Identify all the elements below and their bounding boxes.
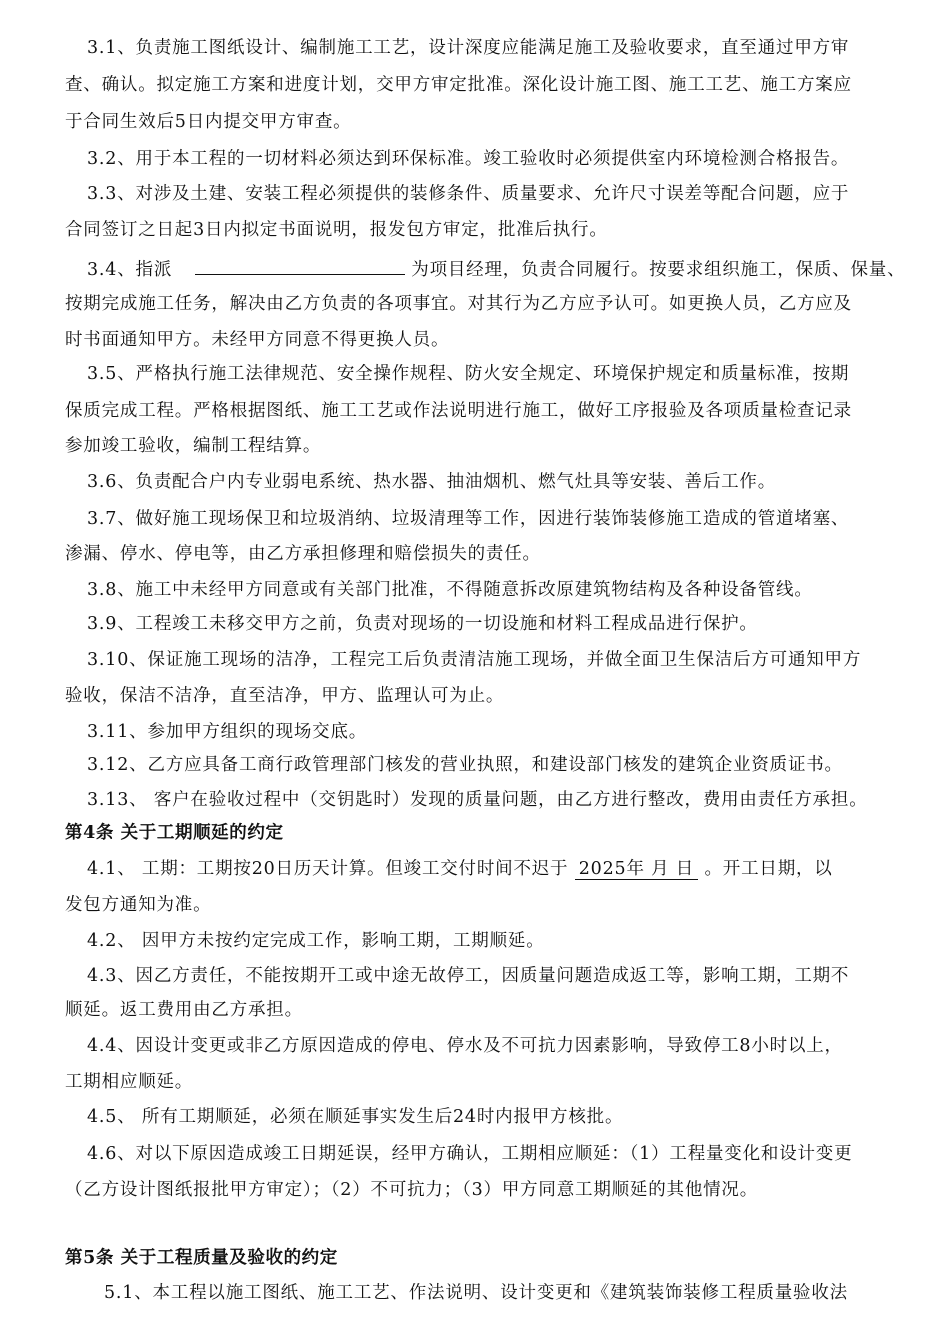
project-manager-blank[interactable] — [195, 252, 405, 275]
clause-3-7-line-1: 3.7、做好施工现场保卫和垃圾消纳、垃圾清理等工作，因进行装饰装修施工造成的管道堵塞、 — [87, 509, 850, 529]
clause-3-11: 3.11、参加甲方组织的现场交底。 — [87, 722, 368, 742]
clause-3-3-line-2: 合同签订之日起3日内拟定书面说明，报发包方审定，批准后执行。 — [65, 220, 608, 240]
section-4-heading: 第4条 关于工期顺延的约定 — [65, 823, 284, 843]
clause-3-4-line-3: 时书面通知甲方。未经甲方同意不得更换人员。 — [65, 330, 450, 350]
clause-4-1-suffix: 。开工日期，以 — [704, 859, 833, 879]
clause-3-12: 3.12、乙方应具备工商行政管理部门核发的营业执照，和建设部门核发的建筑企业资质证书。 — [87, 755, 843, 775]
clause-4-3-line-2: 顺延。返工费用由乙方承担。 — [65, 1000, 303, 1020]
clause-3-1-line-2: 查、确认。拟定施工方案和进度计划，交甲方审定批准。深化设计施工图、施工工艺、施工方案应 — [65, 75, 852, 95]
clause-3-1-line-1: 3.1、负责施工图纸设计、编制施工工艺，设计深度应能满足施工及验收要求，直至通过甲方审 — [87, 38, 850, 58]
clause-3-3-line-1: 3.3、对涉及土建、安装工程必须提供的装修条件、质量要求、允许尺寸误差等配合问题，应于 — [87, 184, 850, 204]
clause-3-8: 3.8、施工中未经甲方同意或有关部门批准，不得随意拆改原建筑物结构及各种设备管线。 — [87, 580, 813, 600]
clause-4-6-line-2: （乙方设计图纸报批甲方审定）；（2）不可抗力；（3）甲方同意工期顺延的其他情况。 — [65, 1180, 759, 1200]
clause-3-7-line-2: 渗漏、停水、停电等，由乙方承担修理和赔偿损失的责任。 — [65, 544, 541, 564]
clause-3-13: 3.13、 客户在验收过程中（交钥匙时）发现的质量问题，由乙方进行整改，费用由责任方承担。 — [87, 790, 868, 810]
clause-3-5-line-1: 3.5、严格执行施工法律规范、安全操作规程、防火安全规定、环境保护规定和质量标准，按期 — [87, 364, 850, 384]
clause-4-6-line-1: 4.6、对以下原因造成竣工日期延误，经甲方确认，工期相应顺延：（1）工程量变化和设计变更 — [87, 1144, 853, 1164]
completion-date-blank[interactable]: 2025年 月 日 — [575, 859, 698, 880]
clause-3-6: 3.6、负责配合户内专业弱电系统、热水器、抽油烟机、燃气灶具等安装、善后工作。 — [87, 472, 777, 492]
clause-5-1-line-1: 5.1、本工程以施工图纸、施工工艺、作法说明、设计变更和《建筑装饰装修工程质量验收法 — [104, 1283, 848, 1303]
clause-4-1-line-2: 发包方通知为准。 — [65, 895, 212, 915]
clause-4-5: 4.5、 所有工期顺延，必须在顺延事实发生后24时内报甲方核批。 — [87, 1107, 624, 1127]
clause-4-3-line-1: 4.3、因乙方责任，不能按期开工或中途无故停工，因质量问题造成返工等，影响工期，工期不 — [87, 966, 850, 986]
clause-3-10-line-1: 3.10、保证施工现场的洁净，工程完工后负责清洁施工现场，并做全面卫生保洁后方可通知甲方 — [87, 650, 862, 670]
clause-3-4-prefix: 3.4、指派 — [87, 260, 173, 280]
clause-3-2: 3.2、用于本工程的一切材料必须达到环保标准。竣工验收时必须提供室内环境检测合格报告。 — [87, 149, 850, 169]
clause-4-4-line-1: 4.4、因设计变更或非乙方原因造成的停电、停水及不可抗力因素影响，导致停工8小时以上， — [87, 1036, 843, 1056]
clause-3-4-line-2: 按期完成施工任务，解决由乙方负责的各项事宜。对其行为乙方应予认可。如更换人员，乙方应及 — [65, 294, 852, 314]
clause-4-4-line-2: 工期相应顺延。 — [65, 1072, 194, 1092]
clause-3-5-line-3: 参加竣工验收，编制工程结算。 — [65, 436, 322, 456]
clause-3-4-suffix: 为项目经理，负责合同履行。按要求组织施工，保质、保量、 — [411, 260, 906, 280]
clause-4-1-line-1 — [87, 854, 833, 884]
clause-4-2: 4.2、 因甲方未按约定完成工作，影响工期，工期顺延。 — [87, 931, 545, 951]
clause-3-5-line-2: 保质完成工程。严格根据图纸、施工工艺或作法说明进行施工，做好工序报验及各项质量检查记录 — [65, 401, 852, 421]
clause-3-10-line-2: 验收，保洁不洁净，直至洁净，甲方、监理认可为止。 — [65, 686, 505, 706]
clause-3-1-line-3: 于合同生效后5日内提交甲方审查。 — [65, 112, 352, 132]
clause-3-4-line-1 — [87, 252, 905, 282]
clause-4-1-prefix: 4.1、 工期：工期按20日历天计算。但竣工交付时间不迟于 — [87, 859, 569, 879]
clause-3-9: 3.9、工程竣工未移交甲方之前，负责对现场的一切设施和材料工程成品进行保护。 — [87, 614, 758, 634]
section-5-heading: 第5条 关于工程质量及验收的约定 — [65, 1248, 338, 1268]
